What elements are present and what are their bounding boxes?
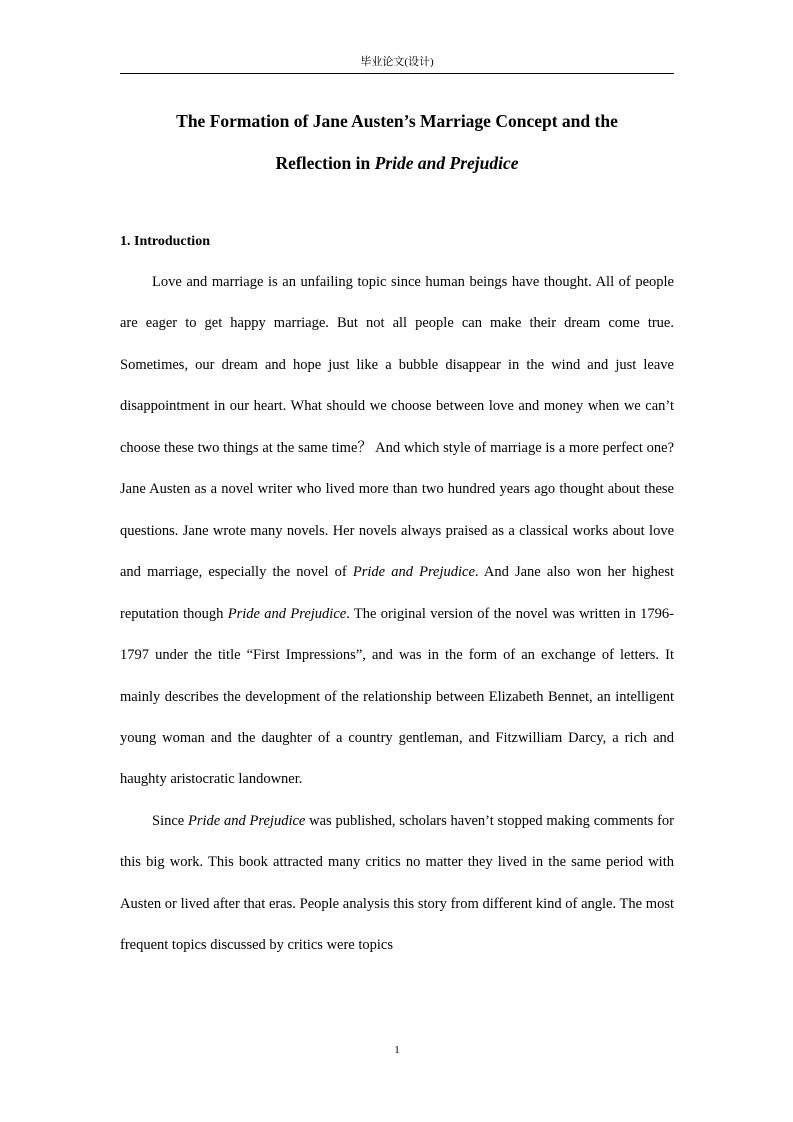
paragraph-2-text-b: was published, scholars haven’t stopped making comments for this big work. This book attracted many critics no matter they lived in the same period with Austen or lived after that eras. People analysis this story from different kind of angle. The most frequent topics discussed by critics were topics [120, 812, 674, 954]
paragraph-1-text-b: . And Jane also won her highest reputation though [120, 564, 675, 622]
paragraph-1-text-a: Love and marriage is an unfailing topic since human beings have thought. All of people are eager to get happy marriage. But not all people can make their dream come true. Sometimes, our dream and hope just like a bubble disappear in the wind and just leave disappointment in our heart. What should we choose between love and money when we can’t choose these two things at the same time？ And which style of marriage is a more perfect one? Jane Austen as a novel writer who lived more than two hundred years ago thought about these questions. Jane wrote many novels. Her novels always praised as a classical works about love and marriage, especially the novel of [120, 274, 674, 581]
paragraph-1 [120, 262, 674, 801]
header-rule [120, 73, 674, 74]
title-line-1: The Formation of Jane Austen’s Marriage Concept and the [176, 111, 618, 131]
paragraph-1-italic-2: Pride and Prejudice [227, 605, 347, 622]
paragraph-2-text-a: Since [152, 812, 188, 829]
body-text [120, 262, 674, 967]
title-italic-work: Pride and Prejudice [374, 152, 519, 173]
paragraph-1-text-c: . The original version of the novel was written in 1796-1797 under the title “First Impressions”, and was in the form of an exchange of letters. It mainly describes the development of the relationship between Elizabeth Bennet, an intelligent young woman and the daughter of a country gentleman, and Fitzwilliam Darcy, a rich and haughty aristocratic landowner. [120, 605, 674, 788]
paragraph-2-italic-1: Pride and Prejudice [188, 812, 306, 829]
page-number: 1 [394, 1044, 400, 1056]
section-heading: 1. Introduction [120, 234, 210, 249]
document-title [120, 101, 674, 184]
title-line-2 [120, 143, 674, 185]
paragraph-1-italic-1: Pride and Prejudice [352, 564, 475, 581]
paragraph-2 [120, 801, 674, 967]
running-header: 毕业论文(设计) [360, 56, 434, 68]
title-line-2-prefix: Reflection in [275, 152, 375, 173]
